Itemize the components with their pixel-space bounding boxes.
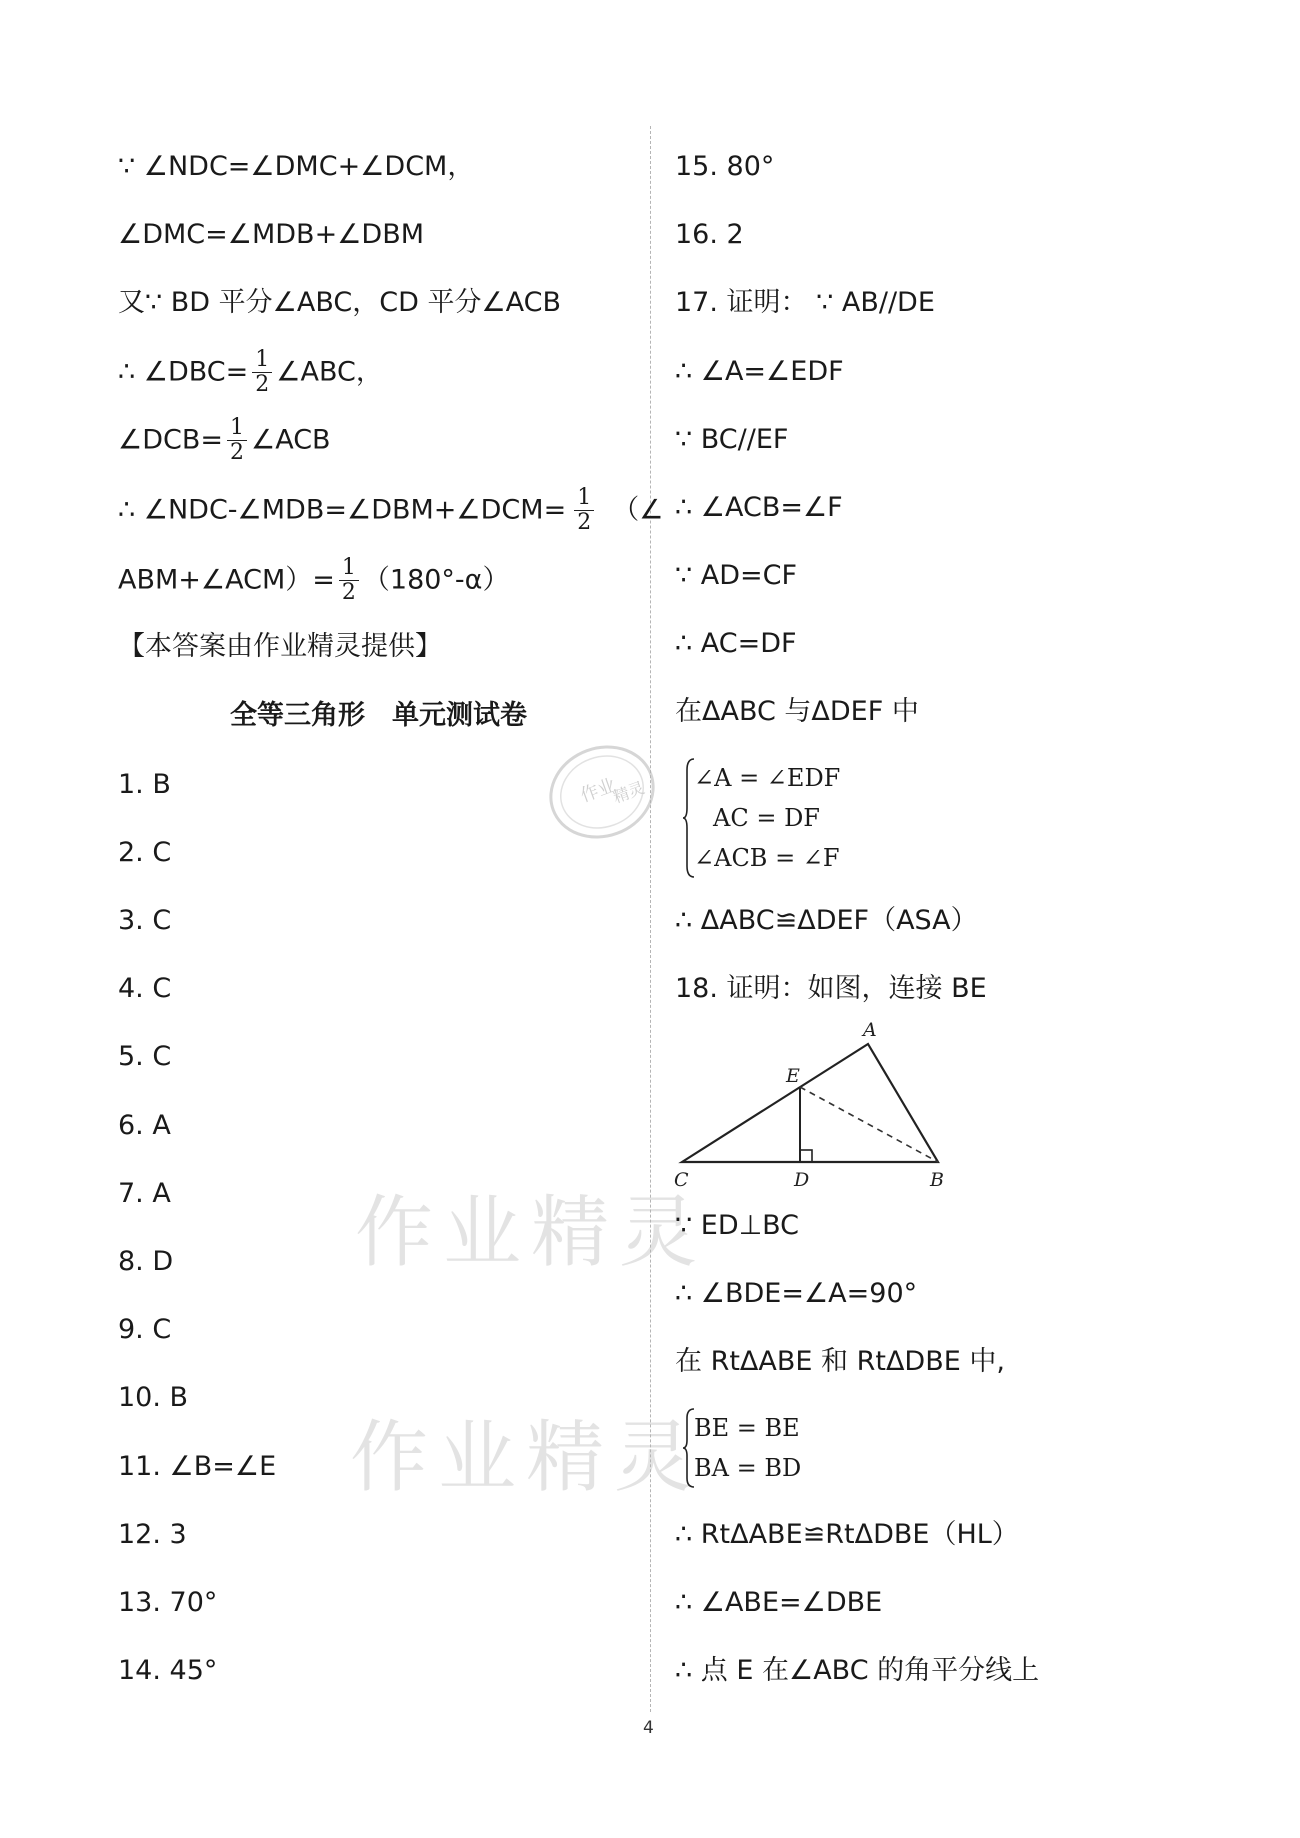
equation-row: BA = BD xyxy=(694,1454,802,1482)
triangle-figure xyxy=(672,1022,962,1200)
proof-line: ∠DMC=∠MDB+∠DBM xyxy=(118,219,425,250)
equation-row: ∠ACB = ∠F xyxy=(694,844,840,872)
dashed-be xyxy=(800,1087,938,1162)
label-d: D xyxy=(794,1169,810,1191)
proof-line: ∴ ∠A=∠EDF xyxy=(675,356,844,387)
watermark-text: 作业精灵 xyxy=(355,1188,708,1278)
right-angle-mark xyxy=(800,1150,812,1162)
answer-item: 14. 45° xyxy=(118,1655,218,1686)
answer-item: 6. A xyxy=(118,1110,171,1141)
column-divider xyxy=(650,126,651,1712)
label-e: E xyxy=(786,1065,800,1087)
proof-line: ∴ AC=DF xyxy=(675,628,797,659)
answer-item: 1. B xyxy=(118,769,171,800)
answer-item: 12. 3 xyxy=(118,1519,187,1550)
proof-line: ∴ ∠ACB=∠F xyxy=(675,492,843,523)
equation-row: ∠A = ∠EDF xyxy=(694,764,841,792)
proof-line: ABM+∠ACM）= $\frac{1}{2}$ （180°-α） xyxy=(118,555,510,605)
answer-item: 8. D xyxy=(118,1246,174,1277)
section-title: 全等三角形 单元测试卷 xyxy=(230,700,527,731)
source-note: 【本答案由作业精灵提供】 xyxy=(118,631,442,662)
equation-system xyxy=(682,756,902,880)
proof-line: ∴ ∠DBC= $\frac{1}{2}$ ∠ABC， xyxy=(118,347,383,397)
proof-line: 18. 证明：如图，连接 BE xyxy=(675,973,987,1004)
answer-item: 10. B xyxy=(118,1382,189,1413)
proof-line: ∵ AD=CF xyxy=(675,560,798,591)
stamp-text: 精灵 xyxy=(610,777,648,807)
equation-row: AC = DF xyxy=(713,804,820,832)
answer-item: 15. 80° xyxy=(675,151,775,182)
equation-row: BE = BE xyxy=(694,1414,800,1442)
proof-line: ∴ ΔABC≌ΔDEF（ASA） xyxy=(675,905,978,936)
proof-line: 17. 证明： ∵ AB//DE xyxy=(675,287,935,318)
proof-line: ∠DCB= $\frac{1}{2}$ ∠ACB xyxy=(118,415,331,465)
fraction-one-half: $\frac{1}{2}$ xyxy=(574,486,594,535)
answer-item: 11. ∠B=∠E xyxy=(118,1451,277,1482)
proof-line: ∴ 点 E 在∠ABC 的角平分线上 xyxy=(675,1655,1040,1686)
triangle-outline xyxy=(682,1044,938,1162)
answer-item: 5. C xyxy=(118,1041,172,1072)
label-c: C xyxy=(674,1169,689,1191)
answer-item: 9. C xyxy=(118,1314,172,1345)
watermark-text: 作业精灵 xyxy=(350,1413,703,1503)
proof-line: ∵ ∠NDC=∠DMC+∠DCM， xyxy=(118,151,475,182)
stamp-text: 作业 xyxy=(577,774,619,807)
fraction-one-half: $\frac{1}{2}$ xyxy=(252,348,272,397)
answer-item: 4. C xyxy=(118,973,172,1004)
answer-item: 3. C xyxy=(118,905,172,936)
proof-line: 又∵ BD 平分∠ABC，CD 平分∠ACB xyxy=(118,287,562,318)
label-b: B xyxy=(930,1169,944,1191)
answer-item: 7. A xyxy=(118,1178,171,1209)
proof-line: ∵ ED⊥BC xyxy=(675,1210,800,1241)
proof-line: ∴ ∠NDC-∠MDB=∠DBM+∠DCM= $\frac{1}{2}$ （∠ xyxy=(118,485,664,535)
fraction-one-half: $\frac{1}{2}$ xyxy=(227,416,247,465)
proof-line: ∴ ∠BDE=∠A=90° xyxy=(675,1278,918,1309)
equation-system xyxy=(682,1406,882,1490)
watermark-stamp xyxy=(545,735,660,850)
proof-line: 在ΔABC 与ΔDEF 中 xyxy=(675,696,919,727)
fraction-one-half: $\frac{1}{2}$ xyxy=(339,556,359,605)
label-a: A xyxy=(863,1022,877,1041)
answer-item: 13. 70° xyxy=(118,1587,218,1618)
proof-line: ∴ ∠ABE=∠DBE xyxy=(675,1587,883,1618)
proof-line: ∵ BC//EF xyxy=(675,424,789,455)
page-number: 4 xyxy=(643,1718,654,1738)
proof-line: 在 RtΔABE 和 RtΔDBE 中, xyxy=(675,1346,1005,1377)
proof-line: ∴ RtΔABE≌RtΔDBE（HL） xyxy=(675,1519,1019,1550)
answer-item: 2. C xyxy=(118,837,172,868)
answer-item: 16. 2 xyxy=(675,219,744,250)
